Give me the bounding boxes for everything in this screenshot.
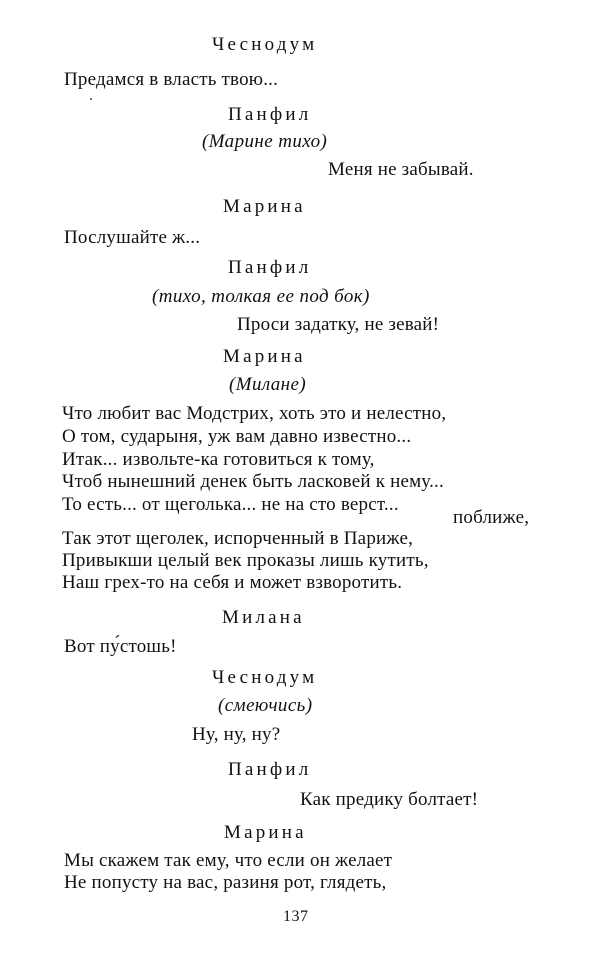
verse-line: поближе, bbox=[453, 507, 530, 528]
speaker-name: Марина bbox=[223, 196, 306, 217]
verse-line: Так этот щеголек, испорченный в Париже, bbox=[62, 528, 414, 549]
speaker-name: Панфил bbox=[228, 759, 312, 780]
verse-line: О том, сударыня, уж вам давно известно... bbox=[62, 426, 412, 447]
speaker-name: Марина bbox=[224, 822, 307, 843]
verse-line: Вот пу́стошь! bbox=[64, 636, 177, 657]
speaker-name: Чеснодум bbox=[212, 667, 318, 688]
verse-line: Как предику болтает! bbox=[300, 789, 479, 810]
verse-line: Не попусту на вас, разиня рот, глядеть, bbox=[64, 872, 387, 893]
stage-direction: (смеючись) bbox=[218, 695, 313, 716]
stage-direction: (тихо, толкая ее под бок) bbox=[152, 286, 370, 307]
verse-line: Итак... извольте-ка готовиться к тому, bbox=[62, 449, 375, 470]
verse-line: Наш грех-то на себя и может взворотить. bbox=[62, 572, 403, 593]
speaker-name: Милана bbox=[222, 607, 305, 628]
verse-line: Привыкши целый век проказы лишь кутить, bbox=[62, 550, 429, 571]
verse-line: Чтоб нынешний денек быть ласковей к нему... bbox=[62, 471, 444, 492]
speaker-name: Панфил bbox=[228, 104, 312, 125]
verse-line: Проси задатку, не зевай! bbox=[237, 314, 440, 335]
speaker-name: Панфил bbox=[228, 257, 312, 278]
verse-line: То есть... от щеголька... не на сто верст... bbox=[62, 494, 399, 515]
speaker-name: Чеснодум bbox=[212, 34, 318, 55]
verse-line: Меня не забывай. bbox=[328, 159, 474, 180]
verse-line: Послушайте ж... bbox=[64, 227, 201, 248]
page-number: 137 bbox=[283, 908, 309, 925]
verse-line: Ну, ну, ну? bbox=[192, 724, 281, 745]
verse-line: Что любит вас Модстрих, хоть это и нелестно, bbox=[62, 403, 447, 424]
print-speck bbox=[90, 98, 92, 100]
verse-line: Мы скажем так ему, что если он желает bbox=[64, 850, 393, 871]
speaker-name: Марина bbox=[223, 346, 306, 367]
stage-direction: (Милане) bbox=[229, 374, 307, 395]
stage-direction: (Марине тихо) bbox=[202, 131, 328, 152]
verse-line: Предамся в власть твою... bbox=[64, 69, 279, 90]
